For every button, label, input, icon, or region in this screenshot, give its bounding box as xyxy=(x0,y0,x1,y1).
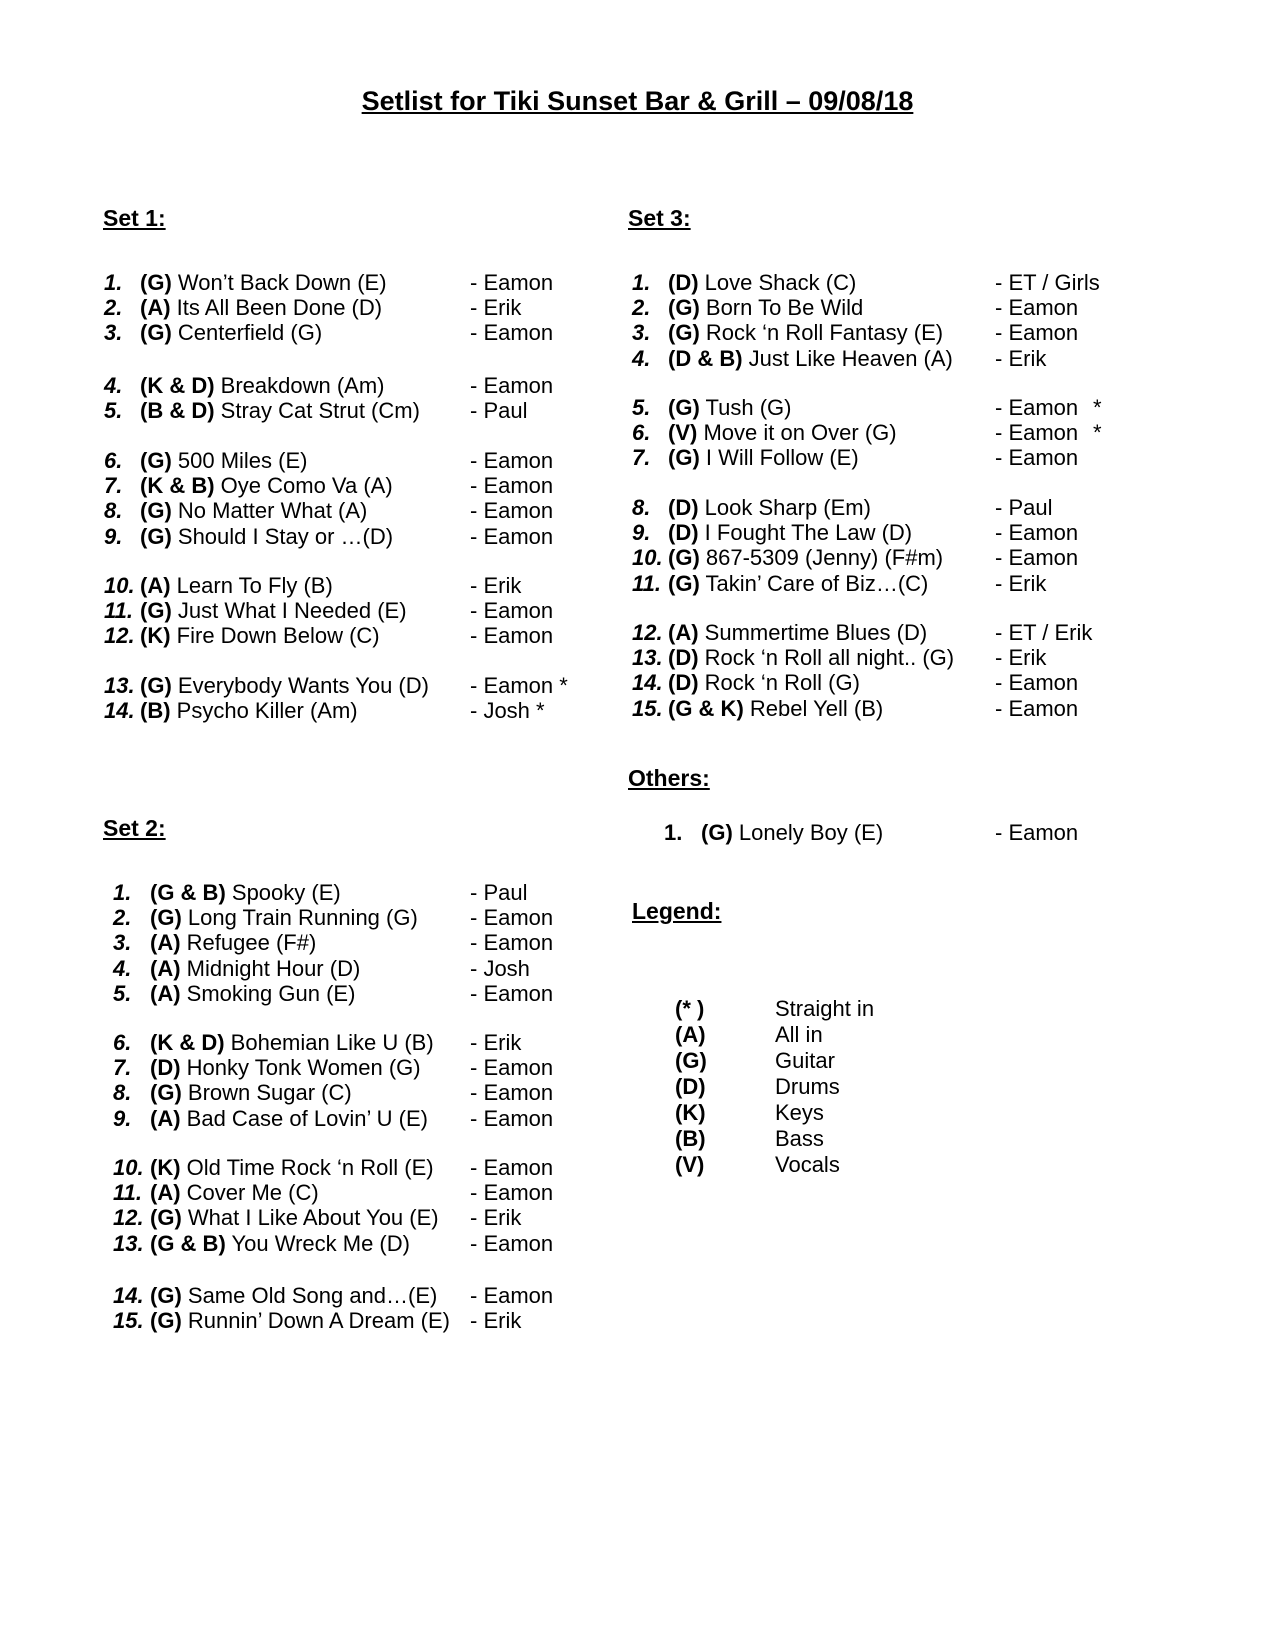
song-title: Just Like Heaven (A) xyxy=(748,345,953,371)
song-singer: - ET / Erik xyxy=(995,620,1093,645)
song-singer: - Josh * xyxy=(470,698,545,724)
song-number: 8. xyxy=(104,498,123,524)
song-title: You Wreck Me (D) xyxy=(231,1230,410,1256)
song-row xyxy=(0,1308,1275,1334)
song-title-line xyxy=(701,820,883,846)
legend-symbol: (V) xyxy=(675,1152,705,1177)
straight-in-marker: * xyxy=(1093,420,1102,446)
song-title-line xyxy=(150,905,418,931)
song-title: Move it on Over (G) xyxy=(703,420,897,446)
song-key: (V) xyxy=(668,420,698,446)
song-title: Oye Como Va (A) xyxy=(220,473,393,499)
song-key: (D) xyxy=(668,645,699,671)
song-key: (G) xyxy=(140,498,172,524)
legend-symbol: (G) xyxy=(675,1048,707,1073)
song-number: 5. xyxy=(632,395,651,420)
song-title: Rock ‘n Roll Fantasy (E) xyxy=(705,320,944,346)
song-title: Cover Me (C) xyxy=(186,1180,319,1206)
song-title: Brown Sugar (C) xyxy=(187,1080,352,1106)
legend-item xyxy=(0,1152,1275,1178)
song-number: 13. xyxy=(104,673,135,698)
song-singer: - Eamon xyxy=(470,1230,554,1256)
song-key: (G) xyxy=(668,445,700,471)
song-singer: - Eamon xyxy=(470,1155,554,1180)
song-number: 4. xyxy=(632,345,651,371)
song-row xyxy=(0,545,1275,571)
song-key: (K & B) xyxy=(140,473,215,499)
song-key: (G) xyxy=(140,320,172,346)
song-singer: - Eamon xyxy=(995,695,1079,721)
song-singer: - Eamon xyxy=(470,1105,554,1131)
song-singer: - Eamon xyxy=(995,670,1079,696)
song-number: 14. xyxy=(632,670,663,696)
song-singer: - Paul xyxy=(995,495,1053,520)
song-number: 14. xyxy=(113,1283,144,1308)
song-key: (A) xyxy=(150,1105,181,1131)
song-number: 8. xyxy=(113,1080,132,1106)
song-singer: - Eamon xyxy=(470,373,554,398)
song-title-line xyxy=(150,1231,410,1257)
song-title-line xyxy=(150,880,341,906)
song-title: Everybody Wants You (D) xyxy=(177,673,429,698)
song-singer: - Eamon xyxy=(470,1283,554,1308)
song-key: (G & B) xyxy=(150,880,226,905)
song-singer: - Eamon xyxy=(995,820,1079,845)
song-key: (A) xyxy=(150,955,181,981)
song-singer: - Eamon xyxy=(995,295,1079,321)
song-row xyxy=(0,395,1275,424)
song-singer: - Eamon xyxy=(470,1180,554,1206)
song-key: (G) xyxy=(668,395,700,420)
song-title: Summertime Blues (D) xyxy=(704,620,928,645)
song-singer: - Eamon xyxy=(470,523,554,549)
song-singer: - Erik xyxy=(470,1308,522,1334)
song-singer: - Eamon xyxy=(470,598,554,624)
song-title: Its All Been Done (D) xyxy=(176,295,383,321)
legend-symbol: (B) xyxy=(675,1126,706,1151)
song-title: Rebel Yell (B) xyxy=(749,695,884,721)
straight-in-marker: * xyxy=(1093,395,1102,420)
legend-item xyxy=(0,996,1275,1022)
legend-item xyxy=(0,1074,1275,1100)
song-singer: - Eamon xyxy=(995,445,1079,471)
song-key: (D & B) xyxy=(668,345,743,371)
song-key: (G) xyxy=(140,523,172,549)
song-title-line xyxy=(668,670,860,696)
song-key: (G) xyxy=(140,448,172,473)
song-key: (K) xyxy=(140,623,171,649)
song-singer: - Eamon xyxy=(470,930,554,956)
song-title-line xyxy=(668,696,883,722)
legend-symbol: (K) xyxy=(675,1100,706,1125)
song-row xyxy=(0,571,1275,597)
song-title: Runnin’ Down A Dream (E) xyxy=(187,1308,450,1334)
song-title: Bad Case of Lovin’ U (E) xyxy=(186,1105,428,1131)
legend-symbol: (A) xyxy=(675,1022,706,1047)
song-title-line xyxy=(668,346,953,372)
song-singer: - Paul xyxy=(470,398,528,424)
song-title: Look Sharp (Em) xyxy=(704,495,871,520)
song-key: (A) xyxy=(140,295,171,321)
song-row xyxy=(0,346,1275,372)
song-number: 1. xyxy=(632,270,651,295)
song-number: 10. xyxy=(113,1155,144,1180)
song-row xyxy=(0,880,1275,906)
song-title: 500 Miles (E) xyxy=(177,448,308,473)
song-row xyxy=(0,930,1275,956)
song-title-line xyxy=(668,320,943,346)
legend-symbol: (* ) xyxy=(675,996,705,1021)
song-key: (G & B) xyxy=(150,1230,226,1256)
legend-item xyxy=(0,1126,1275,1152)
song-title: Midnight Hour (D) xyxy=(186,955,361,981)
song-singer: - Paul xyxy=(470,880,528,905)
song-title-line xyxy=(668,620,927,646)
song-number: 9. xyxy=(104,523,123,549)
song-key: (D) xyxy=(668,670,699,696)
song-singer: - Eamon xyxy=(470,498,554,524)
song-title: 867-5309 (Jenny) (F#m) xyxy=(705,545,944,571)
legend-symbol: (D) xyxy=(675,1074,706,1099)
song-key: (G) xyxy=(668,570,700,596)
song-title: Love Shack (C) xyxy=(704,270,857,295)
song-title: Fire Down Below (C) xyxy=(176,623,380,649)
song-title: Takin’ Care of Biz…(C) xyxy=(705,570,929,596)
legend-item xyxy=(0,1022,1275,1048)
song-key: (D) xyxy=(668,520,699,546)
song-key: (B) xyxy=(140,698,171,724)
song-row xyxy=(0,1231,1275,1257)
set-2-heading: Set 2: xyxy=(103,815,166,841)
legend-meaning: Bass xyxy=(775,1126,824,1151)
song-key: (G) xyxy=(701,820,733,845)
song-row xyxy=(0,1283,1275,1309)
song-key: (K) xyxy=(150,1155,181,1180)
song-title: No Matter What (A) xyxy=(177,498,368,524)
song-title: Smoking Gun (E) xyxy=(186,980,356,1006)
song-key: (A) xyxy=(668,620,699,645)
set-3-heading: Set 3: xyxy=(628,205,691,231)
song-key: (G) xyxy=(150,1308,182,1334)
legend-item xyxy=(0,1100,1275,1126)
song-number: 4. xyxy=(104,373,123,398)
song-singer: - Eamon xyxy=(470,270,554,295)
song-title: Psycho Killer (Am) xyxy=(176,698,358,724)
song-title: Stray Cat Strut (Cm) xyxy=(220,398,420,424)
song-key: (D) xyxy=(668,495,699,520)
song-key: (G) xyxy=(668,320,700,346)
song-number: 12. xyxy=(104,623,135,649)
song-singer: - Eamon xyxy=(470,473,554,499)
song-key: (D) xyxy=(668,270,699,295)
song-number: 2. xyxy=(632,295,651,321)
song-title: Centerfield (G) xyxy=(177,320,323,346)
song-singer: - ET / Girls xyxy=(995,270,1100,295)
song-number: 5. xyxy=(104,398,123,424)
song-row xyxy=(0,620,1275,649)
song-key: (G) xyxy=(150,1080,182,1106)
song-title: I Fought The Law (D) xyxy=(704,520,913,546)
song-title-line xyxy=(668,270,856,296)
song-number: 2. xyxy=(104,295,123,321)
song-number: 1. xyxy=(104,270,123,295)
song-title: Bohemian Like U (B) xyxy=(230,1030,434,1055)
song-title: Old Time Rock ‘n Roll (E) xyxy=(186,1155,434,1180)
song-key: (D) xyxy=(150,1055,181,1081)
song-number: 3. xyxy=(104,320,123,346)
song-number: 8. xyxy=(632,495,651,520)
song-number: 10. xyxy=(632,545,663,571)
song-row xyxy=(0,670,1275,696)
song-row xyxy=(0,905,1275,931)
song-key: (B & D) xyxy=(140,398,215,424)
song-number: 3. xyxy=(632,320,651,346)
legend-meaning: Straight in xyxy=(775,996,875,1021)
song-key: (G) xyxy=(140,270,172,295)
song-singer: - Eamon xyxy=(470,1080,554,1106)
song-title: Tush (G) xyxy=(705,395,792,420)
song-title-line xyxy=(668,545,943,571)
song-key: (G) xyxy=(140,598,172,624)
others-song-row xyxy=(0,820,1275,846)
song-singer: - Eamon * xyxy=(470,673,568,698)
song-title-line xyxy=(668,420,897,446)
page-title: Setlist for Tiki Sunset Bar & Grill – 09/08/18 xyxy=(361,86,914,116)
song-row xyxy=(0,1180,1275,1206)
song-number: 7. xyxy=(104,473,123,499)
song-number: 6. xyxy=(113,1030,132,1055)
song-number: 10. xyxy=(104,573,135,598)
song-singer: - Erik xyxy=(995,345,1047,371)
song-title-line xyxy=(668,495,871,521)
song-singer: - Eamon xyxy=(995,320,1079,346)
song-row xyxy=(0,956,1275,982)
song-number: 1. xyxy=(113,880,132,905)
song-title: Should I Stay or …(D) xyxy=(177,523,394,549)
song-singer: - Eamon xyxy=(470,980,554,1006)
song-title-line xyxy=(150,1180,319,1206)
song-key: (G) xyxy=(668,545,700,571)
song-singer: - Eamon xyxy=(995,520,1079,546)
song-number: 15. xyxy=(113,1308,144,1334)
song-title-line xyxy=(150,1205,439,1231)
song-number: 5. xyxy=(113,980,132,1006)
song-number: 11. xyxy=(104,598,133,624)
legend-meaning: Vocals xyxy=(775,1152,840,1177)
song-row xyxy=(0,1205,1275,1231)
song-title: Same Old Song and…(E) xyxy=(187,1283,438,1308)
song-row xyxy=(0,495,1275,524)
song-title: Learn To Fly (B) xyxy=(176,573,333,598)
song-number: 2. xyxy=(113,905,132,931)
song-number: 6. xyxy=(104,448,123,473)
song-number: 14. xyxy=(104,698,135,724)
song-title-line xyxy=(668,645,954,671)
song-title: Honky Tonk Women (G) xyxy=(186,1055,421,1081)
song-title: I Will Follow (E) xyxy=(705,445,859,471)
song-title-line xyxy=(150,1308,450,1334)
song-singer: - Erik xyxy=(995,570,1047,596)
song-number: 9. xyxy=(113,1105,132,1131)
song-key: (G) xyxy=(150,1205,182,1231)
legend-meaning: Drums xyxy=(775,1074,840,1099)
song-number: 3. xyxy=(113,930,132,956)
song-title-line xyxy=(150,956,360,982)
song-number: 9. xyxy=(632,520,651,546)
song-number: 11. xyxy=(113,1180,142,1206)
song-row xyxy=(0,295,1275,321)
song-title-line xyxy=(668,571,928,597)
legend-heading: Legend: xyxy=(632,898,722,924)
song-key: (A) xyxy=(150,930,181,956)
song-key: (A) xyxy=(150,980,181,1006)
song-singer: - Erik xyxy=(470,573,522,598)
song-number: 12. xyxy=(113,1205,144,1231)
legend-meaning: Keys xyxy=(775,1100,824,1125)
song-title: Rock ‘n Roll (G) xyxy=(704,670,860,696)
song-title-line xyxy=(150,1283,437,1309)
song-title: Refugee (F#) xyxy=(186,930,317,956)
song-singer: - Eamon xyxy=(470,448,554,473)
song-singer: - Erik xyxy=(470,1030,522,1055)
song-row xyxy=(0,445,1275,471)
song-title: Breakdown (Am) xyxy=(220,373,385,398)
song-key: (A) xyxy=(150,1180,181,1206)
song-row xyxy=(0,270,1275,296)
song-title: Just What I Needed (E) xyxy=(177,598,407,624)
song-number: 15. xyxy=(632,695,663,721)
song-title: Long Train Running (G) xyxy=(187,905,418,931)
song-number: 13. xyxy=(632,645,663,671)
set-1-heading: Set 1: xyxy=(103,205,166,231)
song-number: 7. xyxy=(632,445,651,471)
song-singer: - Eamon xyxy=(995,545,1079,571)
song-key: (G & K) xyxy=(668,695,744,721)
song-singer: - Eamon xyxy=(995,395,1079,420)
song-title-line xyxy=(668,445,859,471)
song-singer: - Eamon xyxy=(470,1055,554,1081)
song-key: (G) xyxy=(140,673,172,698)
song-singer: - Eamon xyxy=(995,420,1079,446)
song-key: (K & D) xyxy=(150,1030,225,1055)
song-row xyxy=(0,420,1275,446)
legend-meaning: All in xyxy=(775,1022,823,1047)
others-heading: Others: xyxy=(628,765,710,791)
song-number: 7. xyxy=(113,1055,132,1081)
song-row xyxy=(0,320,1275,346)
song-title: What I Like About You (E) xyxy=(187,1205,439,1231)
song-singer: - Eamon xyxy=(470,905,554,931)
song-title: Rock ‘n Roll all night.. (G) xyxy=(704,645,955,671)
song-title-line xyxy=(150,930,316,956)
song-title-line xyxy=(668,295,863,321)
song-row xyxy=(0,520,1275,546)
song-singer: - Eamon xyxy=(470,320,554,346)
song-number: 13. xyxy=(113,1230,144,1256)
song-row xyxy=(0,696,1275,722)
legend-meaning: Guitar xyxy=(775,1048,835,1073)
song-number: 12. xyxy=(632,620,663,645)
song-key: (G) xyxy=(150,905,182,931)
song-title: Won’t Back Down (E) xyxy=(177,270,387,295)
song-number: 11. xyxy=(632,570,661,596)
song-title-line xyxy=(668,520,912,546)
song-singer: - Eamon xyxy=(470,623,554,649)
song-singer: - Erik xyxy=(995,645,1047,671)
song-title: Spooky (E) xyxy=(231,880,341,905)
song-title: Lonely Boy (E) xyxy=(738,820,884,845)
song-title-line xyxy=(668,395,791,421)
song-number: 1. xyxy=(664,820,683,845)
song-title: Born To Be Wild xyxy=(705,295,864,321)
song-singer: - Erik xyxy=(470,1205,522,1231)
song-key: (A) xyxy=(140,573,171,598)
song-row xyxy=(0,645,1275,671)
legend-item xyxy=(0,1048,1275,1074)
song-key: (G) xyxy=(150,1283,182,1308)
song-singer: - Josh xyxy=(470,955,530,981)
song-key: (K & D) xyxy=(140,373,215,398)
song-number: 6. xyxy=(632,420,651,446)
song-singer: - Erik xyxy=(470,295,522,321)
song-number: 4. xyxy=(113,955,132,981)
song-key: (G) xyxy=(668,295,700,321)
